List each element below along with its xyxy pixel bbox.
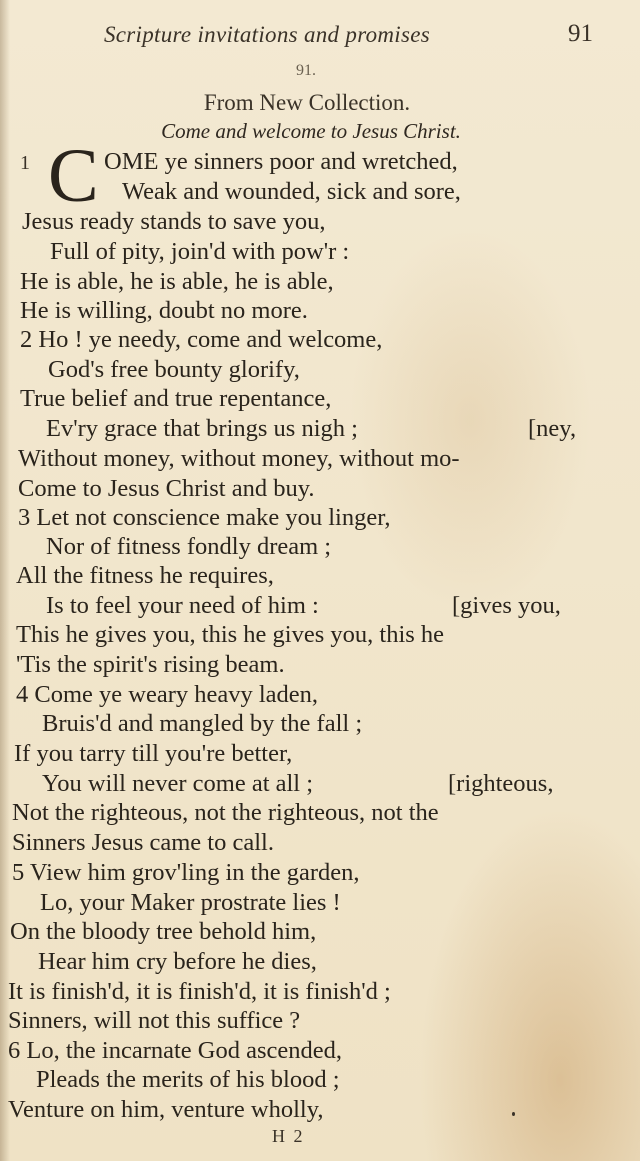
hymn-line: Venture on him, venture wholly, — [8, 1096, 324, 1123]
hymn-line: Come to Jesus Christ and buy. — [18, 475, 315, 502]
hymn-line: This he gives you, this he gives you, this he — [16, 621, 445, 648]
hymn-line: Jesus ready stands to save you, — [22, 208, 326, 235]
turnover-text: [gives you, — [452, 592, 561, 619]
hymn-title: Come and welcome to Jesus Christ. — [161, 119, 461, 143]
hymn-line: He is able, he is able, he is able, — [20, 268, 334, 295]
hymn-line: 6 Lo, the incarnate God ascended, — [8, 1037, 343, 1064]
hymn-line: You will never come at all ; — [42, 770, 314, 797]
hymn-line: Sinners Jesus came to call. — [12, 829, 274, 856]
hymn-line: True belief and true repentance, — [20, 385, 332, 412]
hymn-line: He is willing, doubt no more. — [20, 297, 308, 324]
hymn-line: All the fitness he requires, — [16, 562, 274, 589]
hymn-line: 4 Come ye weary heavy laden, — [16, 681, 319, 708]
turnover-text: [ney, — [528, 415, 577, 442]
running-head: Scripture invitations and promises — [104, 22, 431, 47]
turnover-text: [righteous, — [448, 770, 554, 797]
hymn-line: 2 Ho ! ye needy, come and welcome, — [20, 326, 383, 353]
hymn-source: From New Collection. — [203, 90, 411, 115]
hymn-line: Hear him cry before he dies, — [38, 948, 317, 975]
hymn-line: If you tarry till you're better, — [14, 740, 293, 767]
hymn-line: Is to feel your need of him : — [46, 592, 319, 619]
hymn-line: It is finish'd, it is finish'd, it is finish'd ; — [8, 978, 391, 1005]
drop-cap: C — [48, 134, 99, 218]
hymn-line: Not the righteous, not the righteous, not the — [12, 799, 439, 826]
hymn-line: 'Tis the spirit's rising beam. — [16, 651, 285, 678]
hymn-line: On the bloody tree behold him, — [10, 918, 317, 945]
hymn-line: Nor of fitness fondly dream ; — [46, 533, 332, 560]
hymn-line: God's free bounty glorify, — [48, 356, 300, 383]
verse-number-1: 1 — [20, 152, 30, 174]
page-number: 91 — [568, 20, 593, 47]
hymn-line: Without money, without money, without mo- — [18, 445, 460, 472]
hymn-line: OME ye sinners poor and wretched, — [104, 148, 458, 175]
hymn-line: Weak and wounded, sick and sore, — [122, 178, 461, 205]
hymn-number: 91. — [296, 62, 316, 79]
hymn-line: Full of pity, join'd with pow'r : — [50, 238, 350, 265]
signature-mark: H 2 — [272, 1126, 305, 1146]
ink-speck — [512, 1112, 515, 1116]
hymn-line: Sinners, will not this suffice ? — [8, 1007, 301, 1034]
hymn-line: Pleads the merits of his blood ; — [36, 1066, 340, 1093]
hymn-line: Bruis'd and mangled by the fall ; — [42, 710, 363, 737]
hymn-line: Ev'ry grace that brings us nigh ; — [46, 415, 358, 442]
hymn-line: 3 Let not conscience make you linger, — [18, 504, 391, 531]
hymn-line: 5 View him grov'ling in the garden, — [12, 859, 360, 886]
hymn-line: Lo, your Maker prostrate lies ! — [40, 889, 341, 916]
